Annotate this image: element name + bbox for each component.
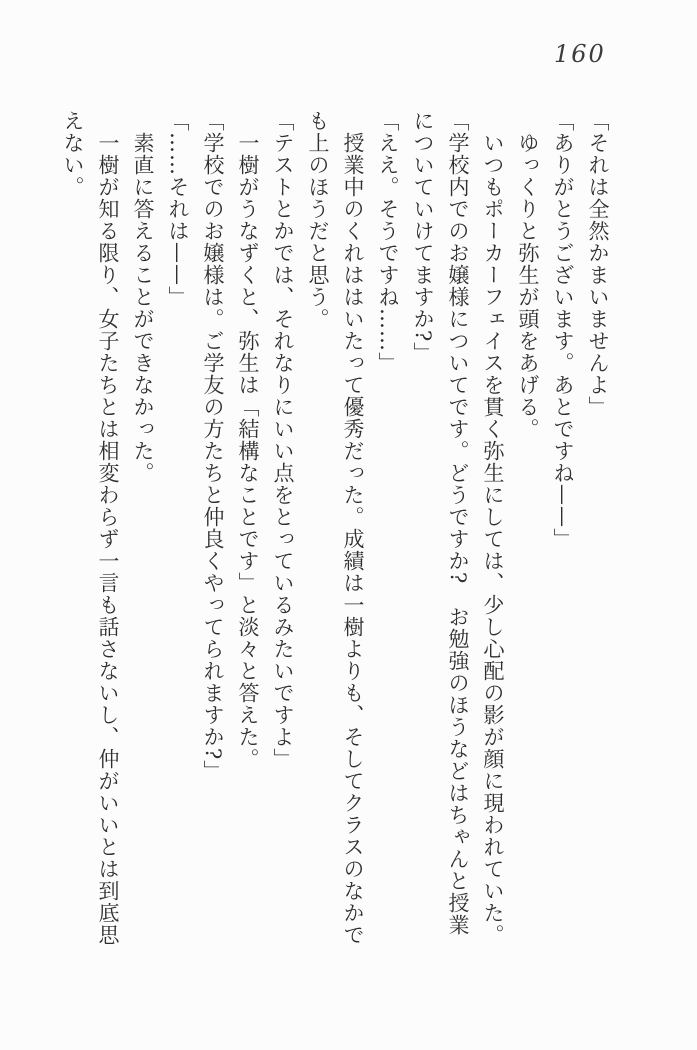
text-line: いつもポーカーフェイスを貫く弥生にしては、少し心配の影が顔に現われていた。 [481,132,505,946]
text-line: えない。 [61,110,85,198]
text-line: 「……それは——」 [166,110,190,308]
text-block [55,110,615,962]
text-line: 「学校でのお嬢様は。ご学友の方たちと仲良くやってられますか?」 [201,110,225,783]
text-line: 素直に答えることができなかった。 [131,132,155,484]
text-line: 授業中のくれははいたって優秀だった。成績は一樹よりも、そしてクラスのなかで [341,132,365,946]
page-number: 160 [554,40,606,68]
text-line: についていけてますか?」 [411,110,435,365]
text-line: 「ありがとうございます。あとですね——」 [551,110,575,550]
text-line: 一樹がうなずくと、弥生は「結構なことです」と淡々と答えた。 [236,132,260,770]
text-line: 「それは全然かまいませんよ」 [586,110,610,418]
text-line: 「ええ。そうですね……」 [376,110,400,374]
text-line: も上のほうだと思う。 [306,110,330,330]
text-line: ゆっくりと弥生が頭をあげる。 [516,132,540,440]
text-line: 「テストとかでは、それなりにいい点をとっているみたいですよ」 [271,110,295,770]
text-line: 「学校内でのお嬢様についてです。どうですか? お勉強のほうなどはちゃんと授業 [446,110,470,937]
text-line: 一樹が知る限り、女子たちとは相変わらず一言も話さないし、仲がいいとは到底思 [96,132,120,946]
